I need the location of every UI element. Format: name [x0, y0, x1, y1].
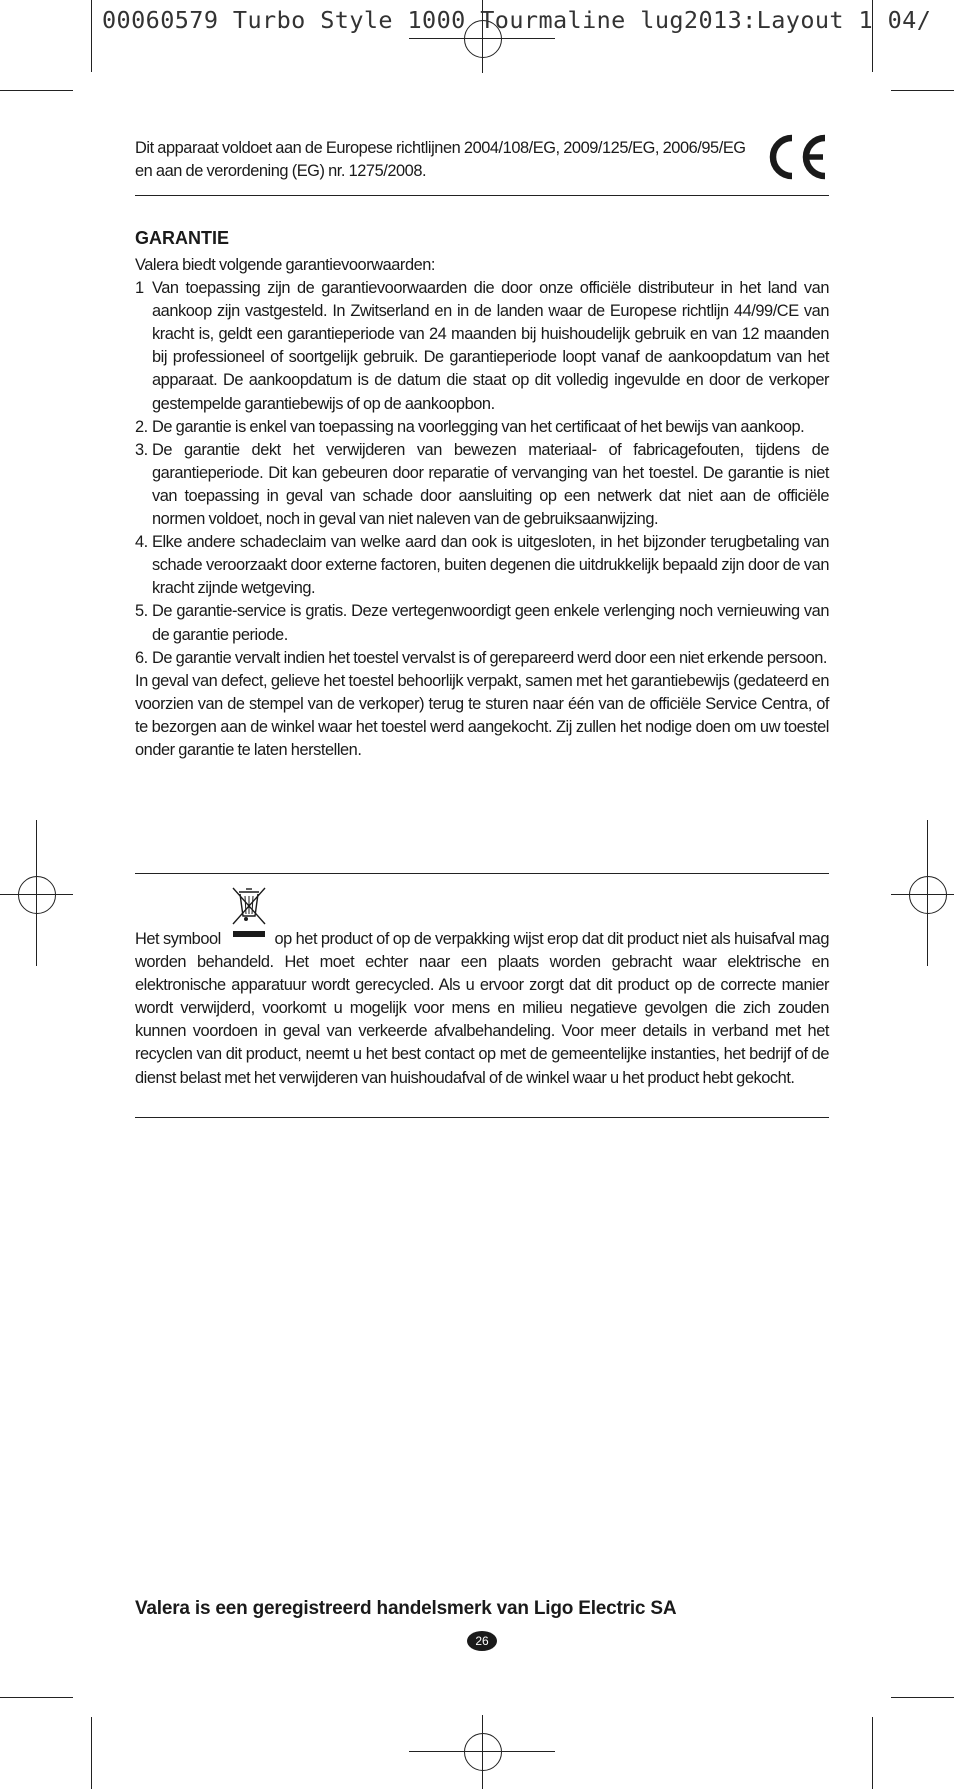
crop-mark	[891, 1697, 954, 1698]
warranty-condition	[135, 416, 829, 439]
warranty-condition	[135, 277, 829, 416]
warranty-heading: GARANTIE	[135, 228, 229, 248]
condition-text: De garantie dekt het verwijderen van bewezen materiaal- of fabricagefouten, tijdens de garantieperiode. Dit kan gebeuren door reparatie of vervanging van het toestel. De garantie is niet van toepassing in geval van schade door aansluiting op een netwerk dat niet aan de officiële normen voldoet, noch in geval van niet naleven van de gebruiksaanwijzing.	[152, 440, 829, 529]
warranty-condition	[135, 439, 829, 531]
registration-circle	[909, 876, 947, 914]
weee-text-body: op het product of op de verpakking wijst erop dat dit product niet als huisafval mag worden behandeld. Het moet echter naar een plaats worden gebracht waar elektrische en elektronische apparatuur wordt gerecycled. Als u ervoor zorgt dat dit product op de correcte manier wordt verwijderd, voorkomt u mogelijk voor mens en milieu negatieve gevolgen die zich zouden kunnen voordoen in geval van verkeerde afvalbehandeling. Voor meer details in verband met het recyclen van dit product, neemt u het best contact op met de gemeentelijke instanties, het bedrijf of de dienst belast met het verwijderen van huishoudafval of de winkel waar u het product hebt gekocht.	[135, 930, 829, 1087]
registration-circle	[18, 876, 56, 914]
trademark-notice: Valera is een geregistreerd handelsmerk van Ligo Electric SA	[135, 1598, 677, 1619]
condition-number: 5.	[135, 602, 148, 621]
warranty-condition	[135, 647, 829, 670]
crop-mark	[0, 90, 73, 91]
ce-mark-icon	[766, 132, 830, 182]
condition-text: Van toepassing zijn de garantievoorwaarden die door onze officiële distributeur in het land van aankoop zijn vastgesteld. In Zwitserland en in de landen waar de Europese richtlijn 44/99/CE van kracht is, geldt een garantieperiode van 24 maanden bij huishoudelijk gebruik en van 12 maanden bij professioneel of soortgelijk gebruik. De garantieperiode loopt vanaf de aankoopdatum van het apparaat. De aankoopdatum is de datum die staat op dit volledig ingevulde en door de verkoper gestempelde garantiebewijs of op de aankoopbon.	[152, 279, 829, 413]
warranty-section	[135, 254, 829, 762]
page-number-badge: 26	[467, 1631, 497, 1651]
condition-text: De garantie-service is gratis. Deze vertegenwoordigt geen enkele verlenging noch vernieuwing van de garantie periode.	[152, 602, 829, 644]
crop-mark	[0, 1697, 73, 1698]
ce-compliance-text: Dit apparaat voldoet aan de Europese richtlijnen 2004/108/EG, 2009/125/EG, 2006/95/EG en aan de verordening (EG) nr. 1275/2008.	[135, 139, 746, 181]
section-divider	[135, 1117, 829, 1118]
crop-mark	[91, 1717, 92, 1789]
condition-number: 4.	[135, 533, 148, 552]
warranty-condition	[135, 600, 829, 646]
crop-mark	[891, 90, 954, 91]
section-divider	[135, 195, 829, 196]
warranty-closing: In geval van defect, gelieve het toestel behoorlijk verpakt, samen met het garantiebewijs (gedateerd en voorzien van de stempel van de verkoper) terug te sturen naar één van de officiële Service Centra, of te bezorgen aan de winkel waar het toestel werd aangekocht. Zij zullen het nodige doen om uw toestel onder garantie te laten herstellen.	[135, 671, 829, 759]
weee-text-lead: Het symbool	[135, 930, 221, 948]
condition-text: De garantie is enkel van toepassing na voorlegging van het certificaat of het bewijs van aankoop.	[152, 417, 805, 436]
condition-number: 2.	[135, 417, 148, 436]
condition-text: Elke andere schadeclaim van welke aard dan ook is uitgesloten, in het bijzonder terugbetaling van schade veroorzaakt door externe factoren, buiten degenen die uitdrukkelijk bepaald zijn door de van kracht zijnde wetgeving.	[152, 533, 829, 598]
warranty-intro: Valera biedt volgende garantievoorwaarden:	[135, 256, 436, 274]
crop-mark	[872, 1717, 873, 1789]
weee-disposal-notice	[135, 920, 829, 1090]
warranty-conditions-list	[135, 277, 829, 670]
print-slug-header: 00060579 Turbo Style 1000 Tourmaline lug2013:Layout 1 04/	[102, 6, 932, 34]
condition-number: 6.	[135, 648, 148, 667]
condition-text: De garantie vervalt indien het toestel vervalst is of gerepareerd werd door een niet erkende persoon.	[152, 648, 828, 667]
condition-number: 3.	[135, 440, 148, 459]
crossed-out-bin-icon	[225, 920, 271, 944]
section-divider	[135, 873, 829, 874]
crop-mark	[91, 0, 92, 72]
warranty-condition	[135, 531, 829, 600]
condition-number: 1	[135, 279, 144, 298]
registration-circle	[464, 1733, 502, 1771]
